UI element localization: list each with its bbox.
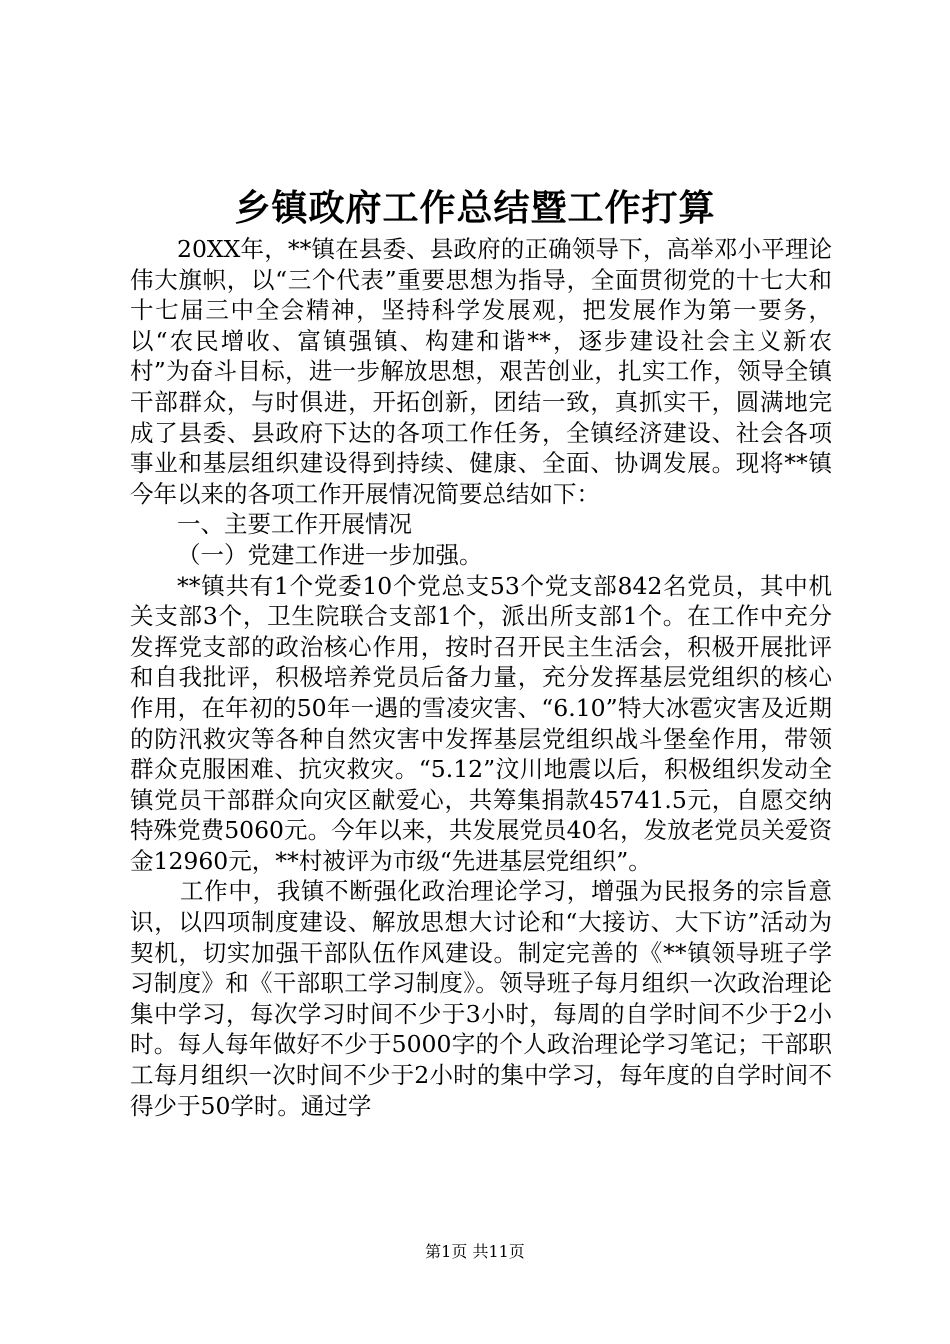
document-body <box>130 234 832 1121</box>
party-building-paragraph: **镇共有1个党委10个党总支53个党支部842名党员，其中机关支部3个，卫生院联合支部1个，派出所支部1个。在工作中充分发挥党支部的政治核心作用，按时召开民主生活会，积极开展批评和自我批评，积极培养党员后备力量，充分发挥基层党组织的核心作用，在年初的50年一遇的雪凌灾害、“6.10”特大冰雹灾害及近期的防汛救灾等各种自然灾害中发挥基层党组织战斗堡垒作用，带领群众克服困难、抗灾救灾。“5.12”汶川地震以后，积极组织发动全镇党员干部群众向灾区献爱心，共筹集捐款45741.5元，自愿交纳特殊党费5060元。今年以来，共发展党员40名，发放老党员关爱资金12960元，**村被评为市级“先进基层党组织”。 <box>130 571 832 875</box>
document-title: 乡镇政府工作总结暨工作打算 <box>234 187 716 229</box>
study-paragraph: 工作中，我镇不断强化政治理论学习，增强为民报务的宗旨意识，以四项制度建设、解放思想大讨论和“大接访、大下访”活动为契机，切实加强干部队伍作风建设。制定完善的《**镇领导班子学习制度》和《干部职工学习制度》。领导班子每月组织一次政治理论集中学习，每次学习时间不少于3小时，每周的自学时间不少于2小时。每人每年做好不少于5000字的个人政治理论学习笔记；干部职工每月组织一次时间不少于2小时的集中学习，每年度的自学时间不得少于50学时。通过学 <box>130 877 832 1120</box>
subsection-heading: （一）党建工作进一步加强。 <box>177 540 483 569</box>
intro-paragraph: 20XX年，**镇在县委、县政府的正确领导下，高举邓小平理论伟大旗帜，以“三个代表”重要思想为指导，全面贯彻党的十七大和十七届三中全会精神，坚持科学发展观，把发展作为第一要务，以“农民增收、富镇强镇、构建和谐**，逐步建设社会主义新农村”为奋斗目标，进一步解放思想，艰苦创业，扎实工作，领导全镇干部群众，与时俱进，开拓创新，团结一致，真抓实干，圆满地完成了县委、县政府下达的各项工作任务，全镇经济建设、社会各项事业和基层组织建设得到持续、健康、全面、协调发展。现将**镇今年以来的各项工作开展情况简要总结如下： <box>130 235 832 508</box>
section-heading: 一、主要工作开展情况 <box>177 510 412 539</box>
page-number: 第1页 共11页 <box>425 1242 525 1261</box>
